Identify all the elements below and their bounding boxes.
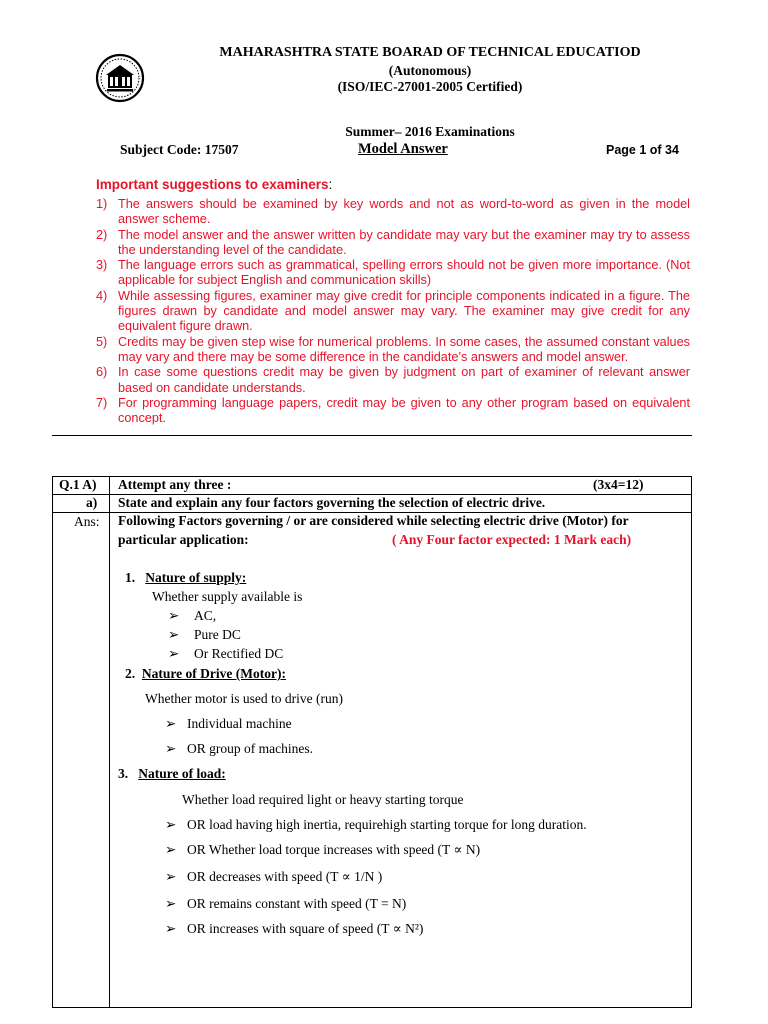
suggestion-item xyxy=(96,365,690,396)
list-item-text: Individual machine xyxy=(187,716,292,731)
attempt-instruction: Attempt any three : xyxy=(118,477,232,492)
list-item xyxy=(165,716,292,732)
section-number: 1. xyxy=(125,570,136,585)
list-item-text: OR Whether load torque increases with speed (T ∝ N) xyxy=(187,842,481,857)
page-number: Page 1 of 34 xyxy=(606,143,679,157)
list-item xyxy=(165,842,480,858)
horizontal-divider xyxy=(52,435,692,436)
list-item xyxy=(168,627,241,643)
section-intro: Whether supply available is xyxy=(152,589,303,604)
section-heading xyxy=(125,570,246,586)
answer-label: Ans: xyxy=(74,514,100,529)
list-item xyxy=(165,741,313,757)
suggestion-item xyxy=(96,197,690,228)
list-item xyxy=(165,817,587,833)
arrow-bullet-icon: ➢ xyxy=(165,869,177,884)
board-name: MAHARASHTRA STATE BOARAD OF TECHNICAL EDUCATIOD xyxy=(219,45,641,60)
subquestion-label: a) xyxy=(86,495,98,510)
list-item-text: AC, xyxy=(194,608,217,623)
arrow-bullet-icon: ➢ xyxy=(165,817,177,832)
list-item-text: OR load having high inertia, requirehigh starting torque for long duration. xyxy=(187,817,587,832)
arrow-bullet-icon: ➢ xyxy=(165,842,177,857)
list-item xyxy=(165,921,423,937)
section-heading xyxy=(118,766,226,782)
list-item-text: OR decreases with speed (T ∝ 1/N ) xyxy=(187,869,383,884)
suggestion-number: 2) xyxy=(96,227,108,242)
subquestion-text: State and explain any four factors governing the selection of electric drive. xyxy=(118,495,546,510)
arrow-bullet-icon: ➢ xyxy=(168,608,180,623)
list-item xyxy=(165,869,382,885)
arrow-bullet-icon: ➢ xyxy=(165,896,177,911)
suggestion-text: For programming language papers, credit may be given to any other program based on equivalent concept. xyxy=(118,395,690,426)
list-item-text: OR increases with square of speed (T ∝ N²) xyxy=(187,921,424,936)
list-item xyxy=(165,896,406,912)
section-number: 2. xyxy=(125,666,136,681)
certification-label: (ISO/IEC-27001-2005 Certified) xyxy=(337,79,523,94)
list-item xyxy=(168,608,216,624)
model-answer-title: Model Answer xyxy=(358,141,448,157)
suggestion-text: In case some questions credit may be given by judgment on part of examiner of relevant answer based on candidate understands. xyxy=(118,365,690,395)
answer-intro-line2: particular application: xyxy=(118,532,249,547)
suggestion-item xyxy=(96,289,690,335)
suggestions-list xyxy=(96,197,690,426)
suggestion-item xyxy=(96,396,690,427)
suggestion-number: 6) xyxy=(96,365,108,380)
exam-title: Summer– 2016 Examinations xyxy=(345,124,515,139)
autonomous-label: (Autonomous) xyxy=(388,63,472,78)
section-heading xyxy=(125,666,286,682)
arrow-bullet-icon: ➢ xyxy=(165,921,177,936)
subject-code: Subject Code: 17507 xyxy=(120,142,239,157)
answer-intro-line1: Following Factors governing / or are considered while selecting electric drive (Motor) for xyxy=(118,513,629,528)
table-column-divider xyxy=(109,476,110,1008)
suggestion-number: 3) xyxy=(96,258,108,273)
suggestion-text: The answers should be examined by key words and not as word-to-word as given in the model answer scheme. xyxy=(118,197,690,227)
arrow-bullet-icon: ➢ xyxy=(168,627,180,642)
suggestion-number: 1) xyxy=(96,197,108,211)
suggestion-text: Credits may be given step wise for numerical problems. In some cases, the assumed constant values may vary and there may be some difference in the candidate’s answers and model answer. xyxy=(118,334,690,364)
section-intro: Whether load required light or heavy starting torque xyxy=(182,792,464,807)
suggestion-number: 5) xyxy=(96,334,108,349)
suggestions-title: Important suggestions to examiners: xyxy=(96,177,333,192)
list-item-text: Pure DC xyxy=(194,627,241,642)
section-intro: Whether motor is used to drive (run) xyxy=(145,691,343,706)
suggestion-text: The model answer and the answer written by candidate may vary but the examiner may try to assess the understanding level of the candidate. xyxy=(118,227,690,257)
suggestion-number: 7) xyxy=(96,395,108,410)
arrow-bullet-icon: ➢ xyxy=(165,716,177,731)
marks-label: (3x4=12) xyxy=(593,477,644,492)
suggestion-item xyxy=(96,335,690,366)
marking-note: ( Any Four factor expected: 1 Mark each) xyxy=(392,532,632,547)
msbte-logo xyxy=(95,53,145,103)
suggestion-item xyxy=(96,258,690,289)
section-title: Nature of load: xyxy=(138,766,226,781)
suggestion-item xyxy=(96,228,690,259)
list-item xyxy=(168,646,283,662)
suggestion-text: While assessing figures, examiner may give credit for principle components indicated in a figure. The figures drawn by candidate and model answer may vary. The examiner may give credit for any equivalent figure drawn. xyxy=(118,288,690,334)
section-number: 3. xyxy=(118,766,129,781)
suggestions-title-text: Important suggestions to examiners xyxy=(96,177,329,192)
list-item-text: OR group of machines. xyxy=(187,741,313,756)
arrow-bullet-icon: ➢ xyxy=(165,741,177,756)
list-item-text: Or Rectified DC xyxy=(194,646,284,661)
question-label: Q.1 A) xyxy=(59,477,97,492)
suggestion-number: 4) xyxy=(96,288,108,303)
list-item-text: OR remains constant with speed (T = N) xyxy=(187,896,407,911)
arrow-bullet-icon: ➢ xyxy=(168,646,180,661)
section-title: Nature of supply: xyxy=(145,570,247,585)
suggestion-text: The language errors such as grammatical, spelling errors should not be given more importance. (Not applicable for subject English and communication skills) xyxy=(118,258,690,288)
section-title: Nature of Drive (Motor): xyxy=(141,666,286,681)
